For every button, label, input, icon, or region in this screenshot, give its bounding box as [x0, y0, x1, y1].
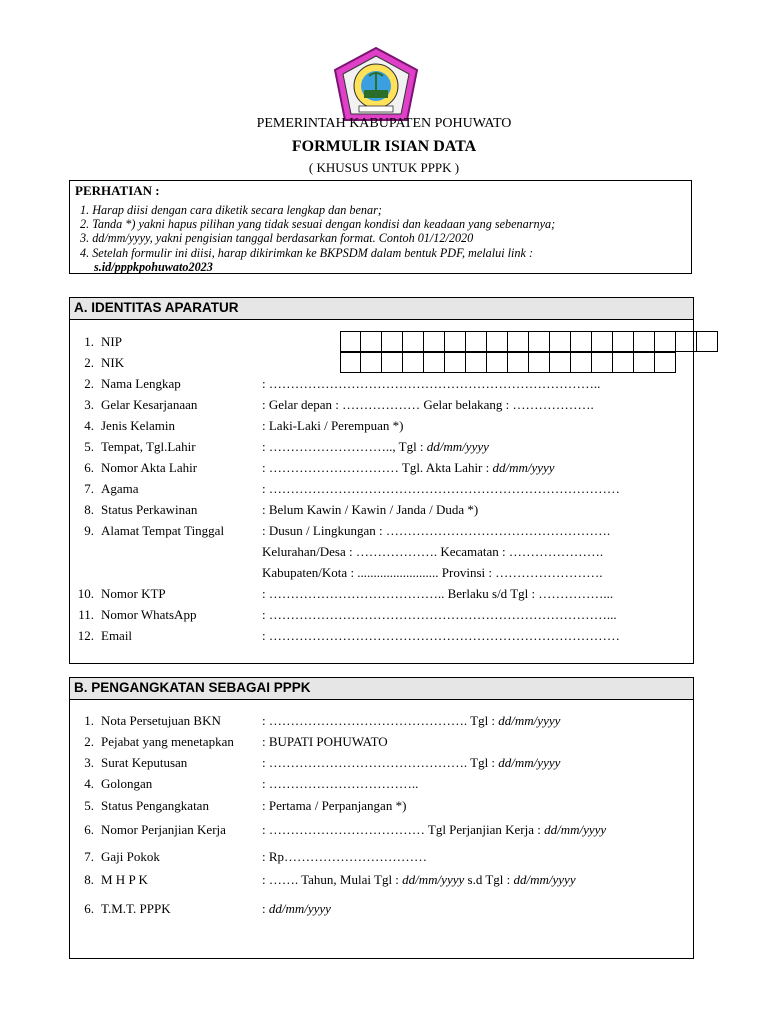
row-number: 8. [84, 872, 94, 887]
section-b-title: B. PENGANGKATAN SEBAGAI PPPK [70, 678, 693, 700]
form-row [70, 397, 693, 413]
digit-box[interactable] [403, 352, 424, 373]
field-label: Tempat, Tgl.Lahir [101, 439, 196, 454]
digit-box[interactable] [613, 331, 634, 352]
notice-item: 3. dd/mm/yyyy, yakni pengisian tanggal berdasarkan format. Contoh 01/12/2020 [80, 231, 474, 246]
field-label: M H P K [101, 872, 148, 887]
digit-box[interactable] [697, 331, 718, 352]
field-value[interactable]: : ……………………………………………………………………… [262, 481, 620, 496]
field-value[interactable]: Kabupaten/Kota : ......................... Provinsi : ……………………. [262, 565, 603, 580]
digit-box[interactable] [550, 352, 571, 373]
digit-box[interactable] [403, 331, 424, 352]
form-row [70, 376, 693, 392]
form-row [70, 849, 693, 865]
notice-box [69, 180, 692, 274]
row-number: 11. [78, 607, 94, 622]
form-row [70, 460, 693, 476]
digit-box[interactable] [445, 352, 466, 373]
field-label: Alamat Tempat Tinggal [101, 523, 225, 538]
form-row [70, 776, 693, 792]
row-number: 2. [84, 734, 94, 749]
form-row [70, 586, 693, 602]
field-label: Pejabat yang menetapkan [101, 734, 234, 749]
digit-box[interactable] [340, 352, 361, 373]
field-value[interactable]: : Dusun / Lingkungan : ……………………………………………. [262, 523, 611, 538]
row-number: 6. [84, 460, 94, 475]
row-number: 6. [84, 822, 94, 837]
form-title: FORMULIR ISIAN DATA [291, 138, 477, 155]
form-row [70, 755, 693, 771]
notice-item: 4. Setelah formulir ini diisi, harap dikirimkan ke BKPSDM dalam bentuk PDF, melalui link : [80, 245, 534, 260]
form-subtitle: ( KHUSUS UNTUK PPPK ) [308, 160, 460, 175]
row-number: 5. [84, 798, 94, 813]
field-label: Status Pengangkatan [101, 798, 209, 813]
digit-box[interactable] [424, 352, 445, 373]
field-value[interactable]: : ……………………………………………………………………... [262, 607, 617, 622]
field-label: Nomor WhatsApp [101, 607, 197, 622]
digit-box[interactable] [571, 331, 592, 352]
row-number: 7. [84, 849, 94, 864]
field-value[interactable]: : ………………………………….. Berlaku s/d Tgl : ……………... [262, 586, 614, 601]
digit-box[interactable] [340, 331, 361, 352]
form-row [70, 544, 693, 560]
nik-boxes[interactable] [340, 352, 676, 373]
field-value[interactable]: : ………………………………………. Tgl : dd/mm/yyyy [262, 755, 561, 770]
field-label: Nomor Perjanjian Kerja [101, 822, 226, 837]
digit-box[interactable] [487, 331, 508, 352]
digit-box[interactable] [487, 352, 508, 373]
notice-title: PERHATIAN : [75, 183, 160, 198]
header-government: PEMERINTAH KABUPATEN POHUWATO [256, 116, 512, 131]
row-number: 8. [84, 502, 94, 517]
digit-box[interactable] [529, 331, 550, 352]
row-number: 1. [84, 713, 94, 728]
field-value[interactable]: : ………………………………………. Tgl : dd/mm/yyyy [262, 713, 561, 728]
field-value[interactable]: Kelurahan/Desa : ………………. Kecamatan : …………………. [262, 544, 604, 559]
digit-box[interactable] [361, 352, 382, 373]
field-label: Nama Lengkap [101, 376, 181, 391]
form-row [70, 713, 693, 729]
field-label: Surat Keputusan [101, 755, 188, 770]
digit-box[interactable] [466, 331, 487, 352]
nip-boxes[interactable] [340, 331, 718, 352]
digit-box[interactable] [382, 352, 403, 373]
form-row [70, 734, 693, 750]
digit-box[interactable] [655, 352, 676, 373]
field-value[interactable]: : ……………………………………………………………………… [262, 628, 620, 643]
nip-label: NIP [101, 334, 122, 349]
row-number: 12. [77, 628, 94, 643]
notice-item: 1. Harap diisi dengan cara diketik secara lengkap dan benar; [80, 203, 382, 217]
row-number: 3. [84, 755, 94, 770]
field-label: Status Perkawinan [101, 502, 198, 517]
digit-box[interactable] [508, 331, 529, 352]
form-row [70, 565, 693, 581]
field-label: T.M.T. PPPK [101, 901, 171, 916]
field-label: Agama [101, 481, 139, 496]
field-value[interactable]: : ……………………………… Tgl Perjanjian Kerja : dd/mm/yyyy [262, 822, 607, 837]
field-label: Golongan [101, 776, 153, 791]
field-value[interactable]: : Rp…………………………… [262, 849, 428, 864]
digit-box[interactable] [592, 352, 613, 373]
form-row [70, 872, 693, 888]
digit-box[interactable] [550, 331, 571, 352]
digit-box[interactable] [634, 352, 655, 373]
field-label: Nota Persetujuan BKN [101, 713, 221, 728]
section-pengangkatan [69, 677, 694, 959]
field-value[interactable]: : ………………………… Tgl. Akta Lahir : dd/mm/yyyy [262, 460, 555, 475]
form-row [70, 439, 693, 455]
nik-label: NIK [101, 355, 125, 370]
field-value[interactable]: : Pertama / Perpanjangan *) [262, 798, 407, 813]
field-label: Nomor KTP [101, 586, 166, 601]
form-row [70, 628, 693, 644]
notice-item: 2. Tanda *) yakni hapus pilihan yang tidak sesuai dengan kondisi dan keadaan yang sebenarnya; [80, 217, 556, 232]
field-value[interactable]: : dd/mm/yyyy [262, 901, 331, 916]
field-label: Nomor Akta Lahir [101, 460, 198, 475]
field-value[interactable]: : ……………………….., Tgl : dd/mm/yyyy [262, 439, 489, 454]
notice-list [80, 203, 555, 274]
field-value[interactable]: : Belum Kawin / Kawin / Janda / Duda *) [262, 502, 479, 517]
digit-box[interactable] [508, 352, 529, 373]
row-number: 4. [84, 776, 94, 791]
field-value[interactable]: : BUPATI POHUWATO [262, 734, 388, 749]
row-number: 4. [84, 418, 94, 433]
field-value[interactable]: : ……. Tahun, Mulai Tgl : dd/mm/yyyy s.d Tgl : dd/mm/yyyy [262, 872, 576, 887]
field-label: Jenis Kelamin [101, 418, 176, 433]
digit-box[interactable] [529, 352, 550, 373]
submission-link[interactable]: s.id/pppkpohuwato2023 [94, 259, 213, 274]
field-label: Email [101, 628, 133, 643]
digit-box[interactable] [361, 331, 382, 352]
digit-box[interactable] [634, 331, 655, 352]
digit-box[interactable] [676, 331, 697, 352]
digit-box[interactable] [655, 331, 676, 352]
form-row [70, 798, 693, 814]
digit-box[interactable] [382, 331, 403, 352]
row-number: 7. [84, 481, 94, 496]
row-number: 3. [84, 397, 94, 412]
form-row [70, 481, 693, 497]
digit-box[interactable] [592, 331, 613, 352]
digit-box[interactable] [613, 352, 634, 373]
field-label: Gelar Kesarjanaan [101, 397, 198, 412]
form-row [70, 607, 693, 623]
field-value[interactable]: : …………………………….. [262, 776, 419, 791]
row-number: 1. [84, 334, 94, 349]
field-value[interactable]: : Laki-Laki / Perempuan *) [262, 418, 404, 433]
form-row [70, 418, 693, 434]
digit-box[interactable] [466, 352, 487, 373]
form-row [70, 502, 693, 518]
row-number: 6. [84, 901, 94, 916]
pohuwato-emblem-icon [331, 46, 421, 124]
row-number: 2. [84, 355, 94, 370]
form-row [70, 901, 693, 917]
digit-box[interactable] [445, 331, 466, 352]
row-number: 2. [84, 376, 94, 391]
field-value[interactable]: : Gelar depan : ……………… Gelar belakang : ………………. [262, 397, 594, 412]
row-number: 10. [77, 586, 94, 601]
section-a-title: A. IDENTITAS APARATUR [70, 298, 693, 320]
row-number: 9. [84, 523, 94, 538]
form-row [70, 523, 693, 539]
row-number: 5. [84, 439, 94, 454]
section-identitas [69, 297, 694, 664]
digit-box[interactable] [424, 331, 445, 352]
digit-box[interactable] [571, 352, 592, 373]
form-row [70, 822, 693, 838]
field-value[interactable]: : ………………………………………………………………….. [262, 376, 601, 391]
field-label: Gaji Pokok [101, 849, 160, 864]
